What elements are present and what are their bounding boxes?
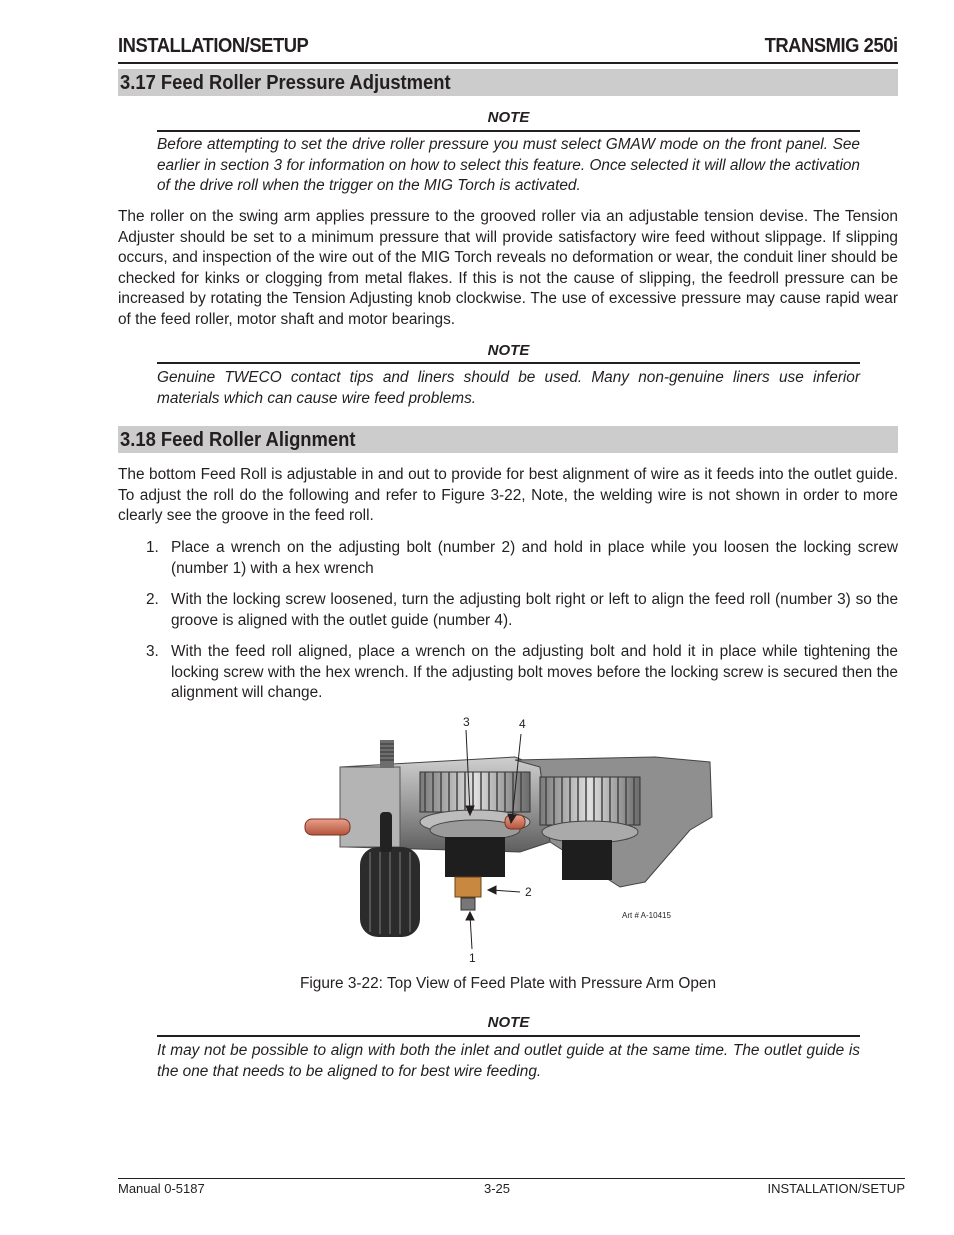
note-1-label: NOTE (487, 109, 530, 126)
section-318-bar (118, 426, 898, 453)
footer-section-name: INSTALLATION/SETUP (767, 1181, 905, 1196)
feed-plate-figure (300, 712, 720, 967)
footer-manual-number: Manual 0-5187 (118, 1181, 205, 1196)
callout-3: 3 (463, 715, 470, 729)
step-text: With the locking screw loosened, turn the adjusting bolt right or left to align the feed roll (number 3) so the groove is aligned with the outlet guide (number 4). (171, 591, 898, 629)
step-number: 3. (146, 643, 159, 660)
footer-page-number: 3-25 (484, 1181, 511, 1196)
figure-caption: Figure 3-22: Top View of Feed Plate with Pressure Arm Open (299, 975, 717, 992)
note-3-text: It may not be possible to align with both the inlet and outlet guide at the same time. The outlet guide is the one that needs to be aligned to for best wire feeding. (157, 1042, 860, 1080)
inlet-guide (305, 819, 350, 835)
callout-2: 2 (525, 885, 532, 899)
header-section-title: INSTALLATION/SETUP (118, 35, 309, 57)
header-product-name: TRANSMIG 250i (764, 35, 898, 57)
callout-1: 1 (469, 951, 476, 965)
section-318-title: 3.18 Feed Roller Alignment (120, 429, 356, 451)
note-2-text: Genuine TWECO contact tips and liners should be used. Many non-genuine liners use inferior materials which can cause wire feed problems. (157, 369, 860, 407)
page-header (118, 34, 898, 64)
note-1-text: Before attempting to set the drive roller pressure you must select GMAW mode on the front panel. See earlier in section 3 for information on how to select this feature. Once selected it will allow the activation of the drive roll when the trigger on the MIG Torch is activated. (157, 136, 860, 195)
section-317-title: 3.17 Feed Roller Pressure Adjustment (120, 72, 451, 94)
step-text: With the feed roll aligned, place a wrench on the adjusting bolt and hold it in place while tightening the locking screw with the hex wrench. If the adjusting bolt moves before the locking screw is secured then the alignment will change. (171, 643, 898, 702)
art-number: Art # A-10415 (622, 911, 671, 920)
callout-4: 4 (519, 717, 526, 731)
note-2-label: NOTE (487, 342, 530, 359)
threaded-stud (380, 740, 394, 768)
section-317-bar (118, 69, 898, 96)
section-317-body: The roller on the swing arm applies pressure to the grooved roller via an adjustable tension devise. The Tension Adjuster should be set to a minimum pressure that will provide satisfactory wire feed without slippage. If slipping occurs, and inspection of the wire out of the MIG Torch reveals no deformation or wear, the conduit liner should be checked for kinks or clogging from metal flakes. If this is not the cause of slipping, the feedroll pressure can be increased by rotating the Tension Adjusting knob clockwise. The use of excessive pressure may cause rapid wear of the feed roller, motor shaft and motor bearings. (118, 208, 898, 328)
step-item (146, 642, 898, 704)
step-item (146, 590, 898, 631)
note-2-rule (157, 362, 860, 364)
section-318-body: The bottom Feed Roll is adjustable in and out to provide for best alignment of wire as it feeds into the outlet guide. To adjust the roll do the following and refer to Figure 3-22, Note, the welding wire is not shown in order to more clearly see the groove in the feed roll. (118, 466, 898, 525)
note-3-label: NOTE (487, 1014, 530, 1031)
note-1-rule (157, 130, 860, 132)
step-number: 2. (146, 591, 159, 608)
note-3-rule (157, 1035, 860, 1037)
step-item (146, 538, 898, 579)
step-text: Place a wrench on the adjusting bolt (number 2) and hold in place while you loosen the locking screw (number 1) with a hex wrench (171, 539, 898, 577)
step-number: 1. (146, 539, 159, 556)
footer-rule (118, 1178, 905, 1179)
